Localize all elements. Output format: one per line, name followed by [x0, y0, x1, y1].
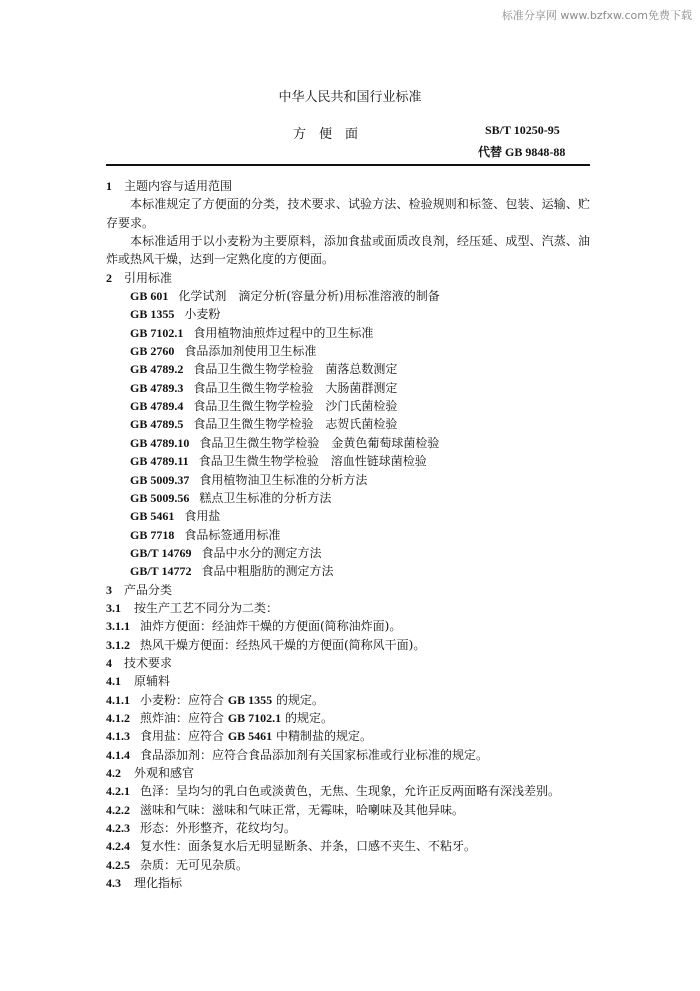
clause-number: 4.1.4 [106, 747, 130, 762]
clause-4-1 [106, 672, 590, 690]
clause-text: 外观和感官 [134, 766, 195, 780]
reference-item [106, 287, 590, 305]
section-3-heading [106, 581, 590, 599]
section-number: 1 [106, 179, 112, 193]
reference-item [106, 360, 590, 378]
reference-item [106, 526, 590, 544]
clause-number: 4.1.2 [106, 710, 130, 725]
reference-code: GB/T 14772 [130, 564, 192, 579]
clause-number: 4.2.5 [106, 857, 130, 872]
clause-standard-code: GB 7102.1 [227, 710, 282, 725]
clause-number: 4.2.4 [106, 839, 130, 854]
reference-item [106, 507, 590, 525]
reference-title: 食品卫生微生物学检验 金黄色葡萄球菌检验 [199, 435, 440, 450]
reference-title: 食品卫生微生物学检验 菌落总数测定 [193, 362, 398, 377]
reference-code: GB 5009.37 [130, 472, 190, 487]
section-number: 3 [106, 582, 112, 597]
clause-4-2 [106, 764, 590, 782]
replaces-standard: 代替 GB 9848-88 [478, 145, 566, 159]
reference-title: 食品卫生微生物学检验 溶血性链球菌检验 [198, 454, 427, 469]
section-4-heading [106, 654, 590, 672]
clause-4-1-3 [106, 727, 590, 745]
document-body [106, 177, 590, 892]
reference-code: GB 601 [130, 289, 169, 304]
header-divider [106, 164, 590, 166]
reference-item [106, 324, 590, 342]
clause-4-2-5 [106, 856, 590, 874]
reference-code: GB 7102.1 [130, 325, 184, 340]
reference-code: GB 4789.2 [130, 362, 184, 377]
clause-text: 的规定。 [272, 692, 324, 707]
reference-code: GB 7718 [130, 527, 175, 542]
clause-4-2-1 [106, 782, 590, 800]
clause-text: 理化指标 [134, 876, 183, 891]
reference-item [106, 434, 590, 452]
clause-number: 3.1.1 [106, 619, 130, 634]
clause-text: 原辅料 [134, 674, 171, 689]
clause-standard-code: GB 1355 [227, 692, 273, 707]
reference-title: 食品卫生微生物学检验 沙门氏菌检验 [193, 399, 398, 414]
reference-title: 化学试剂 滴定分析(容量分析)用标准溶液的制备 [178, 289, 440, 304]
reference-item [106, 342, 590, 360]
clause-text: 煎炸油：应符合 [140, 710, 228, 725]
reference-title: 食品添加剂使用卫生标准 [184, 344, 317, 359]
clause-4-3 [106, 874, 590, 892]
clause-number: 3.1 [106, 600, 121, 615]
clause-4-2-4 [106, 837, 590, 855]
clause-text: 热风干燥方便面：经热风干燥的方便面(简称风干面)。 [140, 637, 426, 652]
clause-4-1-4 [106, 746, 590, 764]
section-2-heading [106, 269, 590, 287]
clause-text: 食品添加剂：应符合食品添加剂有关国家标准或行业标准的规定。 [140, 747, 489, 762]
section-1-heading [106, 177, 590, 195]
reference-title: 食用盐 [184, 509, 221, 524]
clause-text: 油炸方便面：经油炸干燥的方便面(简称油炸面)。 [140, 619, 402, 634]
clause-number: 4.2.3 [106, 821, 130, 836]
clause-number: 3.1.2 [106, 637, 130, 652]
section-number: 2 [106, 270, 112, 285]
org-title: 中华人民共和国行业标准 [278, 90, 422, 105]
clause-text: 按生产工艺不同分为二类： [134, 600, 279, 615]
reference-code: GB 4789.11 [130, 454, 189, 469]
clause-4-1-2 [106, 709, 590, 727]
clause-text: 中精制盐的规定。 [272, 729, 372, 744]
clause-3-1 [106, 599, 590, 617]
section-number: 4 [106, 655, 112, 670]
reference-title: 食品卫生微生物学检验 志贺氏菌检验 [193, 417, 398, 432]
clause-number: 4.1.1 [106, 692, 130, 707]
reference-title: 食用植物油煎炸过程中的卫生标准 [193, 325, 374, 340]
clause-4-1-1 [106, 691, 590, 709]
reference-code: GB 4789.4 [130, 399, 184, 414]
clause-text: 滋味和气味：滋味和气味正常，无霉味，哈喇味及其他异味。 [140, 802, 465, 817]
clause-number: 4.2 [106, 766, 121, 780]
clause-4-2-3 [106, 819, 590, 837]
section-title: 引用标准 [124, 270, 173, 285]
reference-title: 食用植物油卫生标准的分析方法 [199, 472, 368, 487]
reference-title: 食品标签通用标准 [184, 527, 281, 542]
reference-item [106, 379, 590, 397]
reference-code: GB 2760 [130, 344, 175, 359]
clause-text: 色泽：呈均匀的乳白色或淡黄色，无焦、生现象，允许正反两面略有深浅差别。 [140, 784, 561, 799]
clause-4-2-2 [106, 801, 590, 819]
reference-title: 食品卫生微生物学检验 大肠菌群测定 [193, 380, 398, 395]
clause-number: 4.1 [106, 674, 121, 689]
clause-number: 4.1.3 [106, 729, 130, 744]
reference-item [106, 415, 590, 433]
clause-text: 形态：外形整齐，花纹均匀。 [140, 821, 297, 836]
clause-number: 4.2.2 [106, 802, 130, 817]
reference-item [106, 305, 590, 323]
clause-text: 小麦粉：应符合 [140, 692, 228, 707]
watermark-text: 标准分享网 www.bzfxw.com免费下载 [501, 9, 692, 22]
reference-code: GB 5461 [130, 509, 175, 524]
reference-item [106, 452, 590, 470]
reference-item [106, 562, 590, 580]
section-1-paragraph-2: 本标准适用于以小麦粉为主要原料，添加食盐或面质改良剂，经压延、成型、汽蒸、油炸或热风干燥，达到一定熟化度的方便面。 [106, 234, 590, 267]
clause-text: 食用盐：应符合 [140, 729, 228, 744]
reference-item [106, 544, 590, 562]
reference-code: GB 5009.56 [130, 490, 190, 505]
reference-item [106, 397, 590, 415]
section-title: 产品分类 [124, 582, 173, 597]
section-title: 技术要求 [124, 655, 173, 670]
clause-text: 复水性：面条复水后无明显断条、并条，口感不夹生、不粘牙。 [140, 839, 477, 854]
reference-title: 食品中粗脂肪的测定方法 [201, 564, 334, 579]
reference-title: 食品中水分的测定方法 [201, 545, 322, 560]
reference-item [106, 471, 590, 489]
clause-3-1-2 [106, 636, 590, 654]
reference-code: GB/T 14769 [130, 545, 192, 560]
reference-code: GB 4789.10 [130, 435, 190, 450]
reference-title: 糕点卫生标准的分析方法 [199, 490, 332, 505]
reference-item [106, 489, 590, 507]
clause-standard-code: GB 5461 [227, 729, 273, 744]
document-title: 方 便 面 [293, 127, 359, 142]
reference-code: GB 4789.3 [130, 380, 184, 395]
reference-code: GB 4789.5 [130, 417, 184, 432]
clause-text: 杂质：无可见杂质。 [140, 857, 249, 872]
clause-number: 4.2.1 [106, 784, 130, 799]
reference-title: 小麦粉 [184, 307, 221, 322]
clause-text: 的规定。 [281, 710, 333, 725]
reference-code: GB 1355 [130, 307, 175, 322]
section-title: 主题内容与适用范围 [124, 179, 233, 193]
standard-code: SB/T 10250-95 [485, 123, 560, 137]
section-1-paragraph-1: 本标准规定了方便面的分类，技术要求、试验方法、检验规则和标签、包装、运输、贮存要求。 [106, 197, 590, 230]
clause-3-1-1 [106, 617, 590, 635]
clause-number: 4.3 [106, 876, 121, 891]
